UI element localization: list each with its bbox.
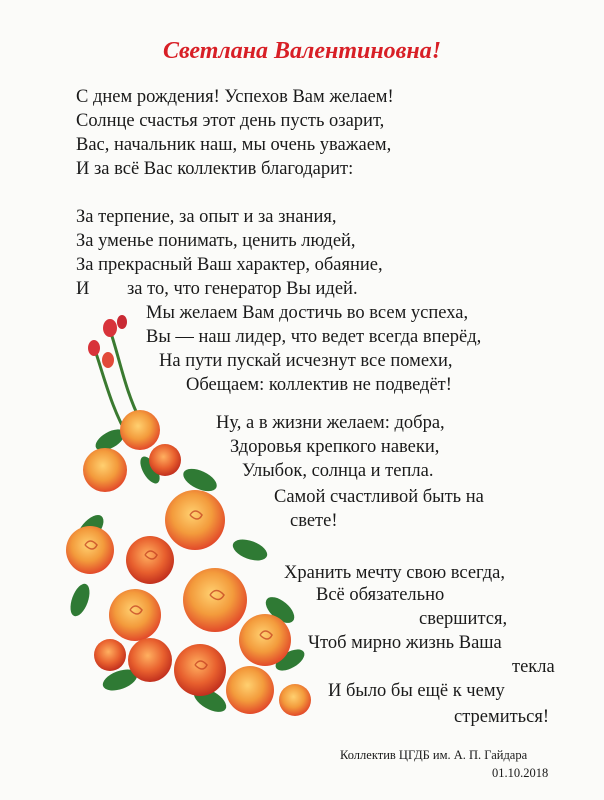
poem-line: И было бы ещё к чему [328, 681, 505, 701]
poem-line: За терпение, за опыт и за знания, [76, 207, 337, 227]
poem-line: стремиться! [454, 707, 549, 727]
footer-date: 01.10.2018 [492, 766, 549, 780]
poem-line: Мы желаем Вам достичь во всем успеха, [146, 303, 469, 323]
poem-line: Всё обязательно [316, 585, 445, 605]
poem-line: За уменье понимать, ценить людей, [76, 231, 356, 251]
rose-bouquet-illustration [50, 300, 320, 740]
footer-organization: Коллектив ЦГДБ им. А. П. Гайдара [340, 748, 528, 762]
poem-line: Улыбок, солнца и тепла. [242, 461, 434, 481]
poem-line: Солнце счастья этот день пусть озарит, [76, 111, 385, 131]
poem-line: Вы — наш лидер, что ведет всегда вперёд, [146, 327, 482, 347]
poem-line: свете! [290, 511, 338, 531]
greeting-title: Светлана Валентиновна! [162, 38, 442, 64]
poem-line: И за всё Вас коллектив благодарит: [76, 159, 354, 179]
poem-line: текла [512, 657, 555, 677]
poem-line: Ну, а в жизни желаем: добра, [216, 413, 445, 433]
poem-line: за то, что генератор Вы идей. [127, 279, 358, 299]
poem-line: На пути пускай исчезнут все помехи, [159, 351, 453, 371]
poem-line: свершится, [419, 609, 508, 629]
poem-line: И [76, 279, 90, 299]
poem-line: За прекрасный Ваш характер, обаяние, [76, 255, 383, 275]
poem-line: Хранить мечту свою всегда, [284, 563, 505, 583]
poem-line: Обещаем: коллектив не подведёт! [186, 375, 452, 395]
poem-line: С днем рождения! Успехов Вам желаем! [76, 87, 394, 107]
poem-line: Вас, начальник наш, мы очень уважаем, [76, 135, 392, 155]
poem-line: Чтоб мирно жизнь Ваша [308, 633, 502, 653]
poem-line: Самой счастливой быть на [274, 487, 484, 507]
poem-line: Здоровья крепкого навеки, [230, 437, 440, 457]
